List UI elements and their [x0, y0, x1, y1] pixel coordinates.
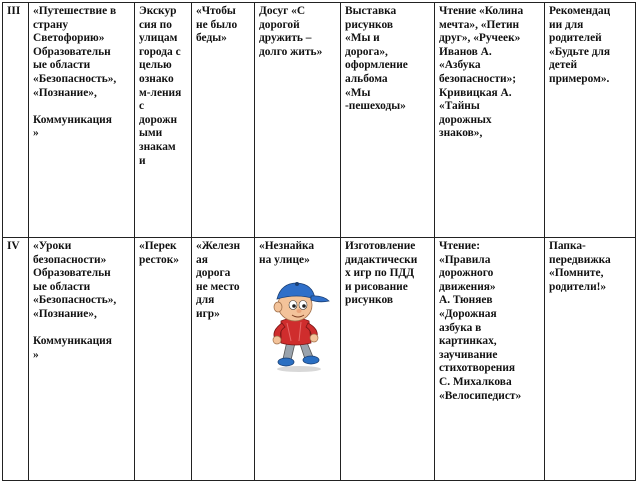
cell-line: и [139, 154, 146, 167]
cell-line: Экскур [139, 5, 177, 17]
cell-line: Образовательн [33, 45, 111, 58]
cell-line: дидактически [345, 253, 418, 266]
cell-talk [192, 238, 255, 481]
cell-reading [435, 3, 545, 238]
cell-line: детей [549, 59, 578, 72]
cell-line: ая [196, 253, 208, 266]
cell-line: примером». [549, 72, 610, 85]
cell-line: «Тайны [439, 100, 480, 113]
cell-line: х игр по ПДД [345, 267, 415, 280]
cell-line: Коммуникация [33, 335, 112, 348]
cell-leisure [255, 3, 341, 238]
cell-line: «Путешествие в [33, 5, 117, 17]
cell-topic [29, 3, 135, 238]
cell-talk [192, 3, 255, 238]
cell-line: м-ления [139, 86, 182, 99]
cell-line: стихотворения [439, 362, 516, 375]
cell-line: Папка- [549, 240, 586, 252]
cell-line: С. Михалкова [439, 375, 512, 388]
cell-line: страну [33, 18, 69, 31]
cell-parents [545, 238, 636, 481]
cell-line: целью [139, 59, 172, 72]
cell-line: улицам [139, 32, 178, 45]
cell-line: не было [196, 18, 238, 31]
cell-line: азбука в [439, 321, 482, 334]
cell-line: Образовательн [33, 267, 111, 280]
cell-line: «Помните, [549, 267, 604, 280]
cell-line: ресток» [139, 253, 179, 266]
leisure-text [259, 240, 337, 267]
cell-line: с [139, 100, 145, 113]
cell-line: дорожн [139, 113, 178, 126]
cell-activity [341, 238, 435, 481]
cell-line: «Азбука [439, 59, 481, 72]
cell-line: сия по [139, 18, 172, 31]
cell-line: альбома [345, 72, 388, 85]
cell-excursion [135, 3, 192, 238]
cell-line: долго жить» [259, 45, 323, 58]
cell-line: на улице» [259, 253, 310, 266]
cell-parents [545, 3, 636, 238]
cell-line: ии для [549, 18, 584, 31]
cell-line: и рисование [345, 280, 408, 293]
cell-month-number: IV [3, 238, 29, 481]
cell-month-number: III [3, 3, 29, 238]
cell-line: оформление [345, 59, 408, 72]
cell-line: «Правила [439, 253, 491, 266]
cell-line: «Железн [196, 240, 241, 252]
cell-line: ые области [33, 280, 91, 293]
cell-excursion [135, 238, 192, 481]
cell-line: Досуг «С [259, 5, 306, 17]
cell-line: Коммуникация [33, 113, 112, 126]
cell-line: » [33, 348, 39, 361]
cell-line: знаков», [439, 127, 483, 140]
cell-line: заучивание [439, 348, 498, 361]
cell-line: «Познание», [33, 307, 97, 320]
cell-line: движения» [439, 280, 496, 293]
cell-line: картинках, [439, 335, 497, 348]
cell-line: знакам [139, 140, 176, 153]
table-row [3, 238, 636, 481]
cell-line: безопасности»; [439, 72, 517, 85]
cell-line: мечта», «Петин [439, 18, 520, 31]
cell-line: Светофорию» [33, 32, 105, 45]
cell-line: Выставка [345, 5, 397, 17]
cell-line [33, 322, 131, 336]
cell-line: ые области [33, 59, 91, 72]
cell-line: «Безопасность», [33, 72, 117, 85]
cell-line: Чтение «Колина [439, 5, 524, 17]
cell-line: Кривицкая А. [439, 86, 512, 99]
cell-line: родителей [549, 32, 602, 45]
cell-line: не место [196, 280, 240, 293]
cell-line: «Уроки [33, 240, 72, 252]
cell-line: игр» [196, 307, 220, 320]
cell-activity [341, 3, 435, 238]
cell-line: Иванов А. [439, 45, 492, 58]
cell-line: рисунков [345, 18, 394, 31]
cell-line: для [196, 294, 215, 307]
cell-leisure [255, 238, 341, 481]
cell-line: дорога [196, 267, 231, 280]
cell-line: родители!» [549, 280, 607, 293]
cell-topic [29, 238, 135, 481]
cell-line: ыми [139, 127, 163, 140]
cell-line: «Перек [139, 240, 177, 252]
cell-line: беды» [196, 32, 227, 45]
cell-line: «Чтобы [196, 5, 236, 17]
cell-line [33, 100, 131, 114]
cell-line: Рекомендац [549, 5, 611, 17]
cell-line: «Познание», [33, 86, 97, 99]
cell-line: «Мы и [345, 32, 380, 45]
cell-line: друг», «Ручеек» [439, 32, 521, 45]
cell-reading [435, 238, 545, 481]
cell-line: дорога», [345, 45, 388, 58]
cell-line: Изготовление [345, 240, 416, 252]
cell-line: рисунков [345, 294, 394, 307]
cell-line: Чтение: [439, 240, 480, 252]
cell-line: дружить – [259, 32, 312, 45]
table-row [3, 3, 636, 238]
cell-line: «Будьте для [549, 45, 611, 58]
cell-line: города с [139, 45, 181, 58]
cell-line: ознако [139, 72, 174, 85]
event-plan-table [2, 2, 636, 481]
cell-line: «Мы [345, 86, 371, 99]
cell-line: «Велосипедист» [439, 389, 522, 402]
cell-line: безопасности» [33, 253, 107, 266]
cell-line: «Дорожная [439, 307, 497, 320]
cell-line: А. Тюняев [439, 294, 493, 307]
cell-line: дорогой [259, 18, 300, 31]
cell-line: дорожных [439, 113, 492, 126]
cartoon-boy-illustration [261, 275, 333, 373]
cell-line: дорожного [439, 267, 494, 280]
cell-line: передвижка [549, 253, 611, 266]
cell-line: » [33, 127, 39, 140]
cell-line: -пешеходы» [345, 100, 406, 113]
cell-line: «Незнайка [259, 240, 315, 252]
cell-line: «Безопасность», [33, 294, 117, 307]
